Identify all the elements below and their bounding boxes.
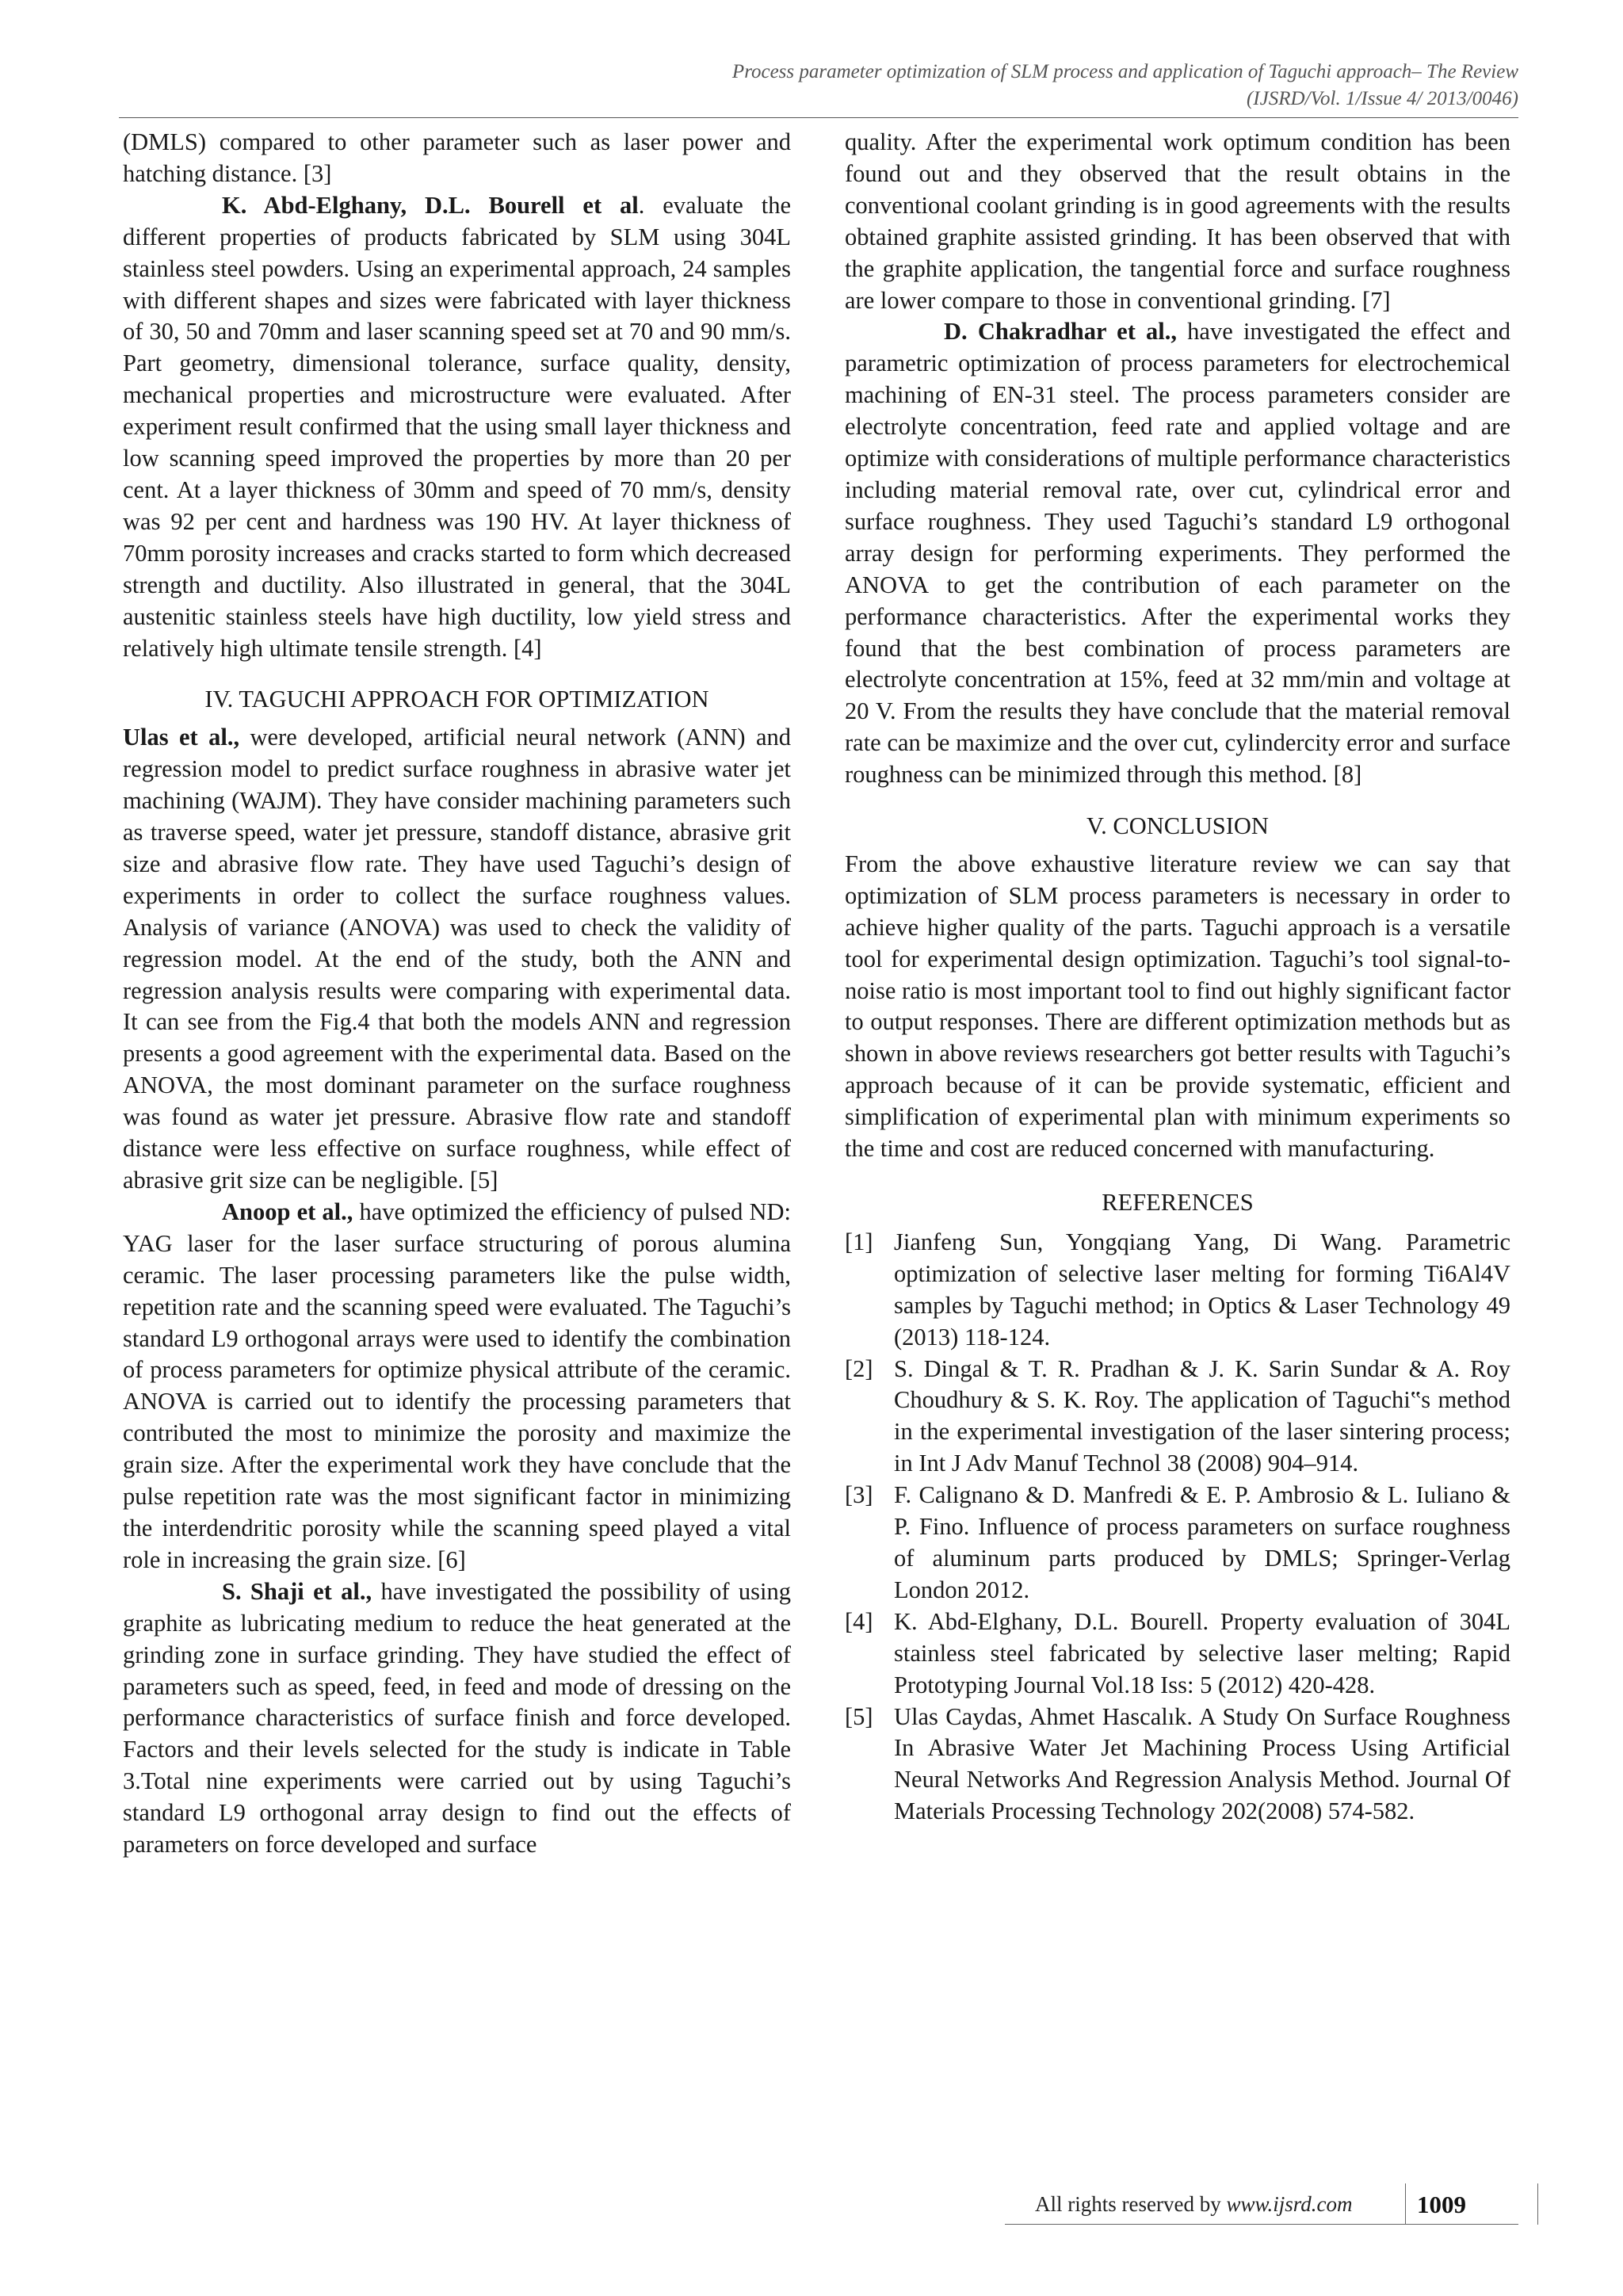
reference-item: [3] F. Calignano & D. Manfredi & E. P. Ambrosio & L. Iuliano & P. Fino. Influence of process parameters on surface roughness of aluminum parts produced by DMLS; Springer-Verlag London 2012. (845, 1481, 1510, 1603)
running-header (732, 59, 1518, 113)
header-title: Process parameter optimization of SLM process and application of Taguchi approach– The Review (731, 61, 1518, 82)
paragraph: (DMLS) compared to other parameter such as laser power and hatching distance. [3] (123, 128, 791, 187)
author-name: S. Shaji et al., (222, 1577, 372, 1605)
author-name: Ulas et al., (123, 724, 240, 751)
footer-rights: All rights reserved by www.ijsrd.com (1035, 2192, 1353, 2216)
right-column (845, 127, 1510, 1828)
paragraph: D. Chakradhar et al., have investigated the effect and parametric optimization of process parameters for electrochemical machining of EN-31 steel. The process parameters consider are electrolyte concentration, feed rate and applied voltage and are optimize with considerations of multiple performance characteristics including material removal rate, over cut, cylindrical error and surface roughness. They used Taguchi’s standard L9 orthogonal array design for performing experiments. They performed the ANOVA to get the contribution of each parameter on the performance characteristics. After the experimental works they found that the best combination of process parameters are electrolyte concentration at 15%, feed at 32 mm/min and voltage at 20 V. From the results they have conclude that the material removal rate can be maximize and the over cut, cylindercity error and surface roughness can be minimized through this method. [8] (845, 318, 1510, 789)
left-column (123, 127, 791, 1861)
header-journal: (IJSRD/Vol. 1/Issue 4/ 2013/0046) (1246, 88, 1518, 109)
paragraph: quality. After the experimental work optimum condition has been found out and they observed that the result obtains in the conventional coolant grinding is in good agreements with the results obtained graphite assisted grinding. It has been observed that with the graphite application, the tangential force and surface roughness are lower compare to those in conventional grinding. [7] (845, 128, 1510, 314)
author-name: D. Chakradhar et al., (944, 318, 1177, 346)
header-rule (119, 117, 1518, 118)
author-name: Anoop et al., (222, 1198, 353, 1225)
reference-item: [2] S. Dingal & T. R. Pradhan & J. K. Sarin Sundar & A. Roy Choudhury & S. K. Roy. The application of Taguchi‟s method in the experimental investigation of the laser sintering process; in Int J Adv Manuf Technol 38 (2008) 904–914. (845, 1354, 1510, 1477)
paragraph: Ulas et al., were developed, artificial neural network (ANN) and regression model to predict surface roughness in abrasive water jet machining (WAJM). They have consider machining parameters such as traverse speed, water jet pressure, standoff distance, abrasive grit size and abrasive flow rate. They have used Taguchi’s design of experiments in order to collect the surface roughness values. Analysis of variance (ANOVA) was used to check the validity of regression model. At the end of the study, both the ANN and regression analysis results were comparing with experimental data. It can see from the Fig.4 that both the models ANN and regression presents a good agreement with the experimental data. Based on the ANOVA, the most dominant parameter on the surface roughness was found as water jet pressure. Abrasive flow rate and standoff distance were less effective on surface roughness, while effect of abrasive grit size can be negligible. [5] (123, 724, 791, 1194)
paragraph: K. Abd-Elghany, D.L. Bourell et al. evaluate the different properties of products fabricated by SLM using 304L stainless steel powders. Using an experimental approach, 24 samples with different shapes and sizes were fabricated with layer thickness of 30, 50 and 70mm and laser scanning speed set at 70 and 90 mm/s. Part geometry, dimensional tolerance, surface quality, density, mechanical properties and microstructure were evaluated. After experiment result confirmed that the using small layer thickness and low scanning speed improved the properties by more than 20 per cent. At a layer thickness of 30mm and speed of 70 mm/s, density was 92 per cent and hardness was 190 HV. At layer thickness of 70mm porosity increases and cracks started to form which decreased strength and ductility. Also illustrated in general, that the 304L austenitic stainless steels have high ductility, low yield stress and relatively high ultimate tensile strength. [4] (123, 191, 791, 662)
reference-item: [5] Ulas Caydas, Ahmet Hascalık. A Study On Surface Roughness In Abrasive Water Jet Machining Process Using Artificial Neural Networks And Regression Analysis Method. Journal Of Materials Processing Technology 202(2008) 574-582. (845, 1702, 1510, 1825)
footer-website-link[interactable]: www.ijsrd.com (1226, 2192, 1353, 2216)
reference-item: [1] Jianfeng Sun, Yongqiang Yang, Di Wang. Parametric optimization of selective laser melting for forming Ti6Al4V samples by Taguchi method; in Optics & Laser Technology 49 (2013) 118-124. (845, 1228, 1510, 1350)
section-heading: V. CONCLUSION (1086, 812, 1269, 840)
author-name: K. Abd-Elghany, D.L. Bourell et al (222, 191, 639, 219)
section-heading: IV. TAGUCHI APPROACH FOR OPTIMIZATION (204, 686, 709, 713)
reference-list (845, 1227, 1510, 1828)
paragraph: Anoop et al., have optimized the efficiency of pulsed ND: YAG laser for the laser surface structuring of porous alumina ceramic. The laser processing parameters like the pulse width, repetition rate and the scanning speed were evaluated. The Taguchi’s standard L9 orthogonal arrays were used to identify the combination of process parameters for optimize physical attribute of the ceramic. ANOVA is carried out to identify the processing parameters that contributed the most to minimize the porosity and maximize the grain size. After the experimental work they have conclude that the pulse repetition rate was the most significant factor in minimizing the interdendritic porosity while the scanning speed played a vital role in increasing the grain size. [6] (123, 1198, 791, 1573)
paragraph: From the above exhaustive literature review we can say that optimization of SLM process parameters is necessary in order to achieve higher quality of the parts. Taguchi approach is a versatile tool for experimental design optimization. Taguchi’s tool signal-to-noise ratio is most important tool to find out highly significant factor to output responses. There are different optimization methods but as shown in above reviews researchers got better results with Taguchi’s approach because of it can be provide systematic, efficient and simplification of experimental plan with minimum experiments so the time and cost are reduced concerned with manufacturing. (845, 850, 1510, 1163)
page-number: 1009 (1417, 2191, 1466, 2218)
footer-rule (1005, 2224, 1518, 2225)
references-heading: REFERENCES (1102, 1189, 1254, 1216)
paragraph: S. Shaji et al., have investigated the possibility of using graphite as lubricating medium to reduce the heat generated at the grinding zone in surface grinding. They have studied the effect of parameters such as speed, feed, in feed and mode of dressing on the performance characteristics of surface finish and force developed. Factors and their levels selected for the study is indicate in Table 3.Total nine experiments were carried out by using Taguchi’s standard L9 orthogonal array design to find out the effects of parameters on force developed and surface (123, 1577, 792, 1859)
reference-item: [4] K. Abd-Elghany, D.L. Bourell. Property evaluation of 304L stainless steel fabricated by selective laser melting; Rapid Prototyping Journal Vol.18 Iss: 5 (2012) 420-428. (845, 1607, 1510, 1698)
